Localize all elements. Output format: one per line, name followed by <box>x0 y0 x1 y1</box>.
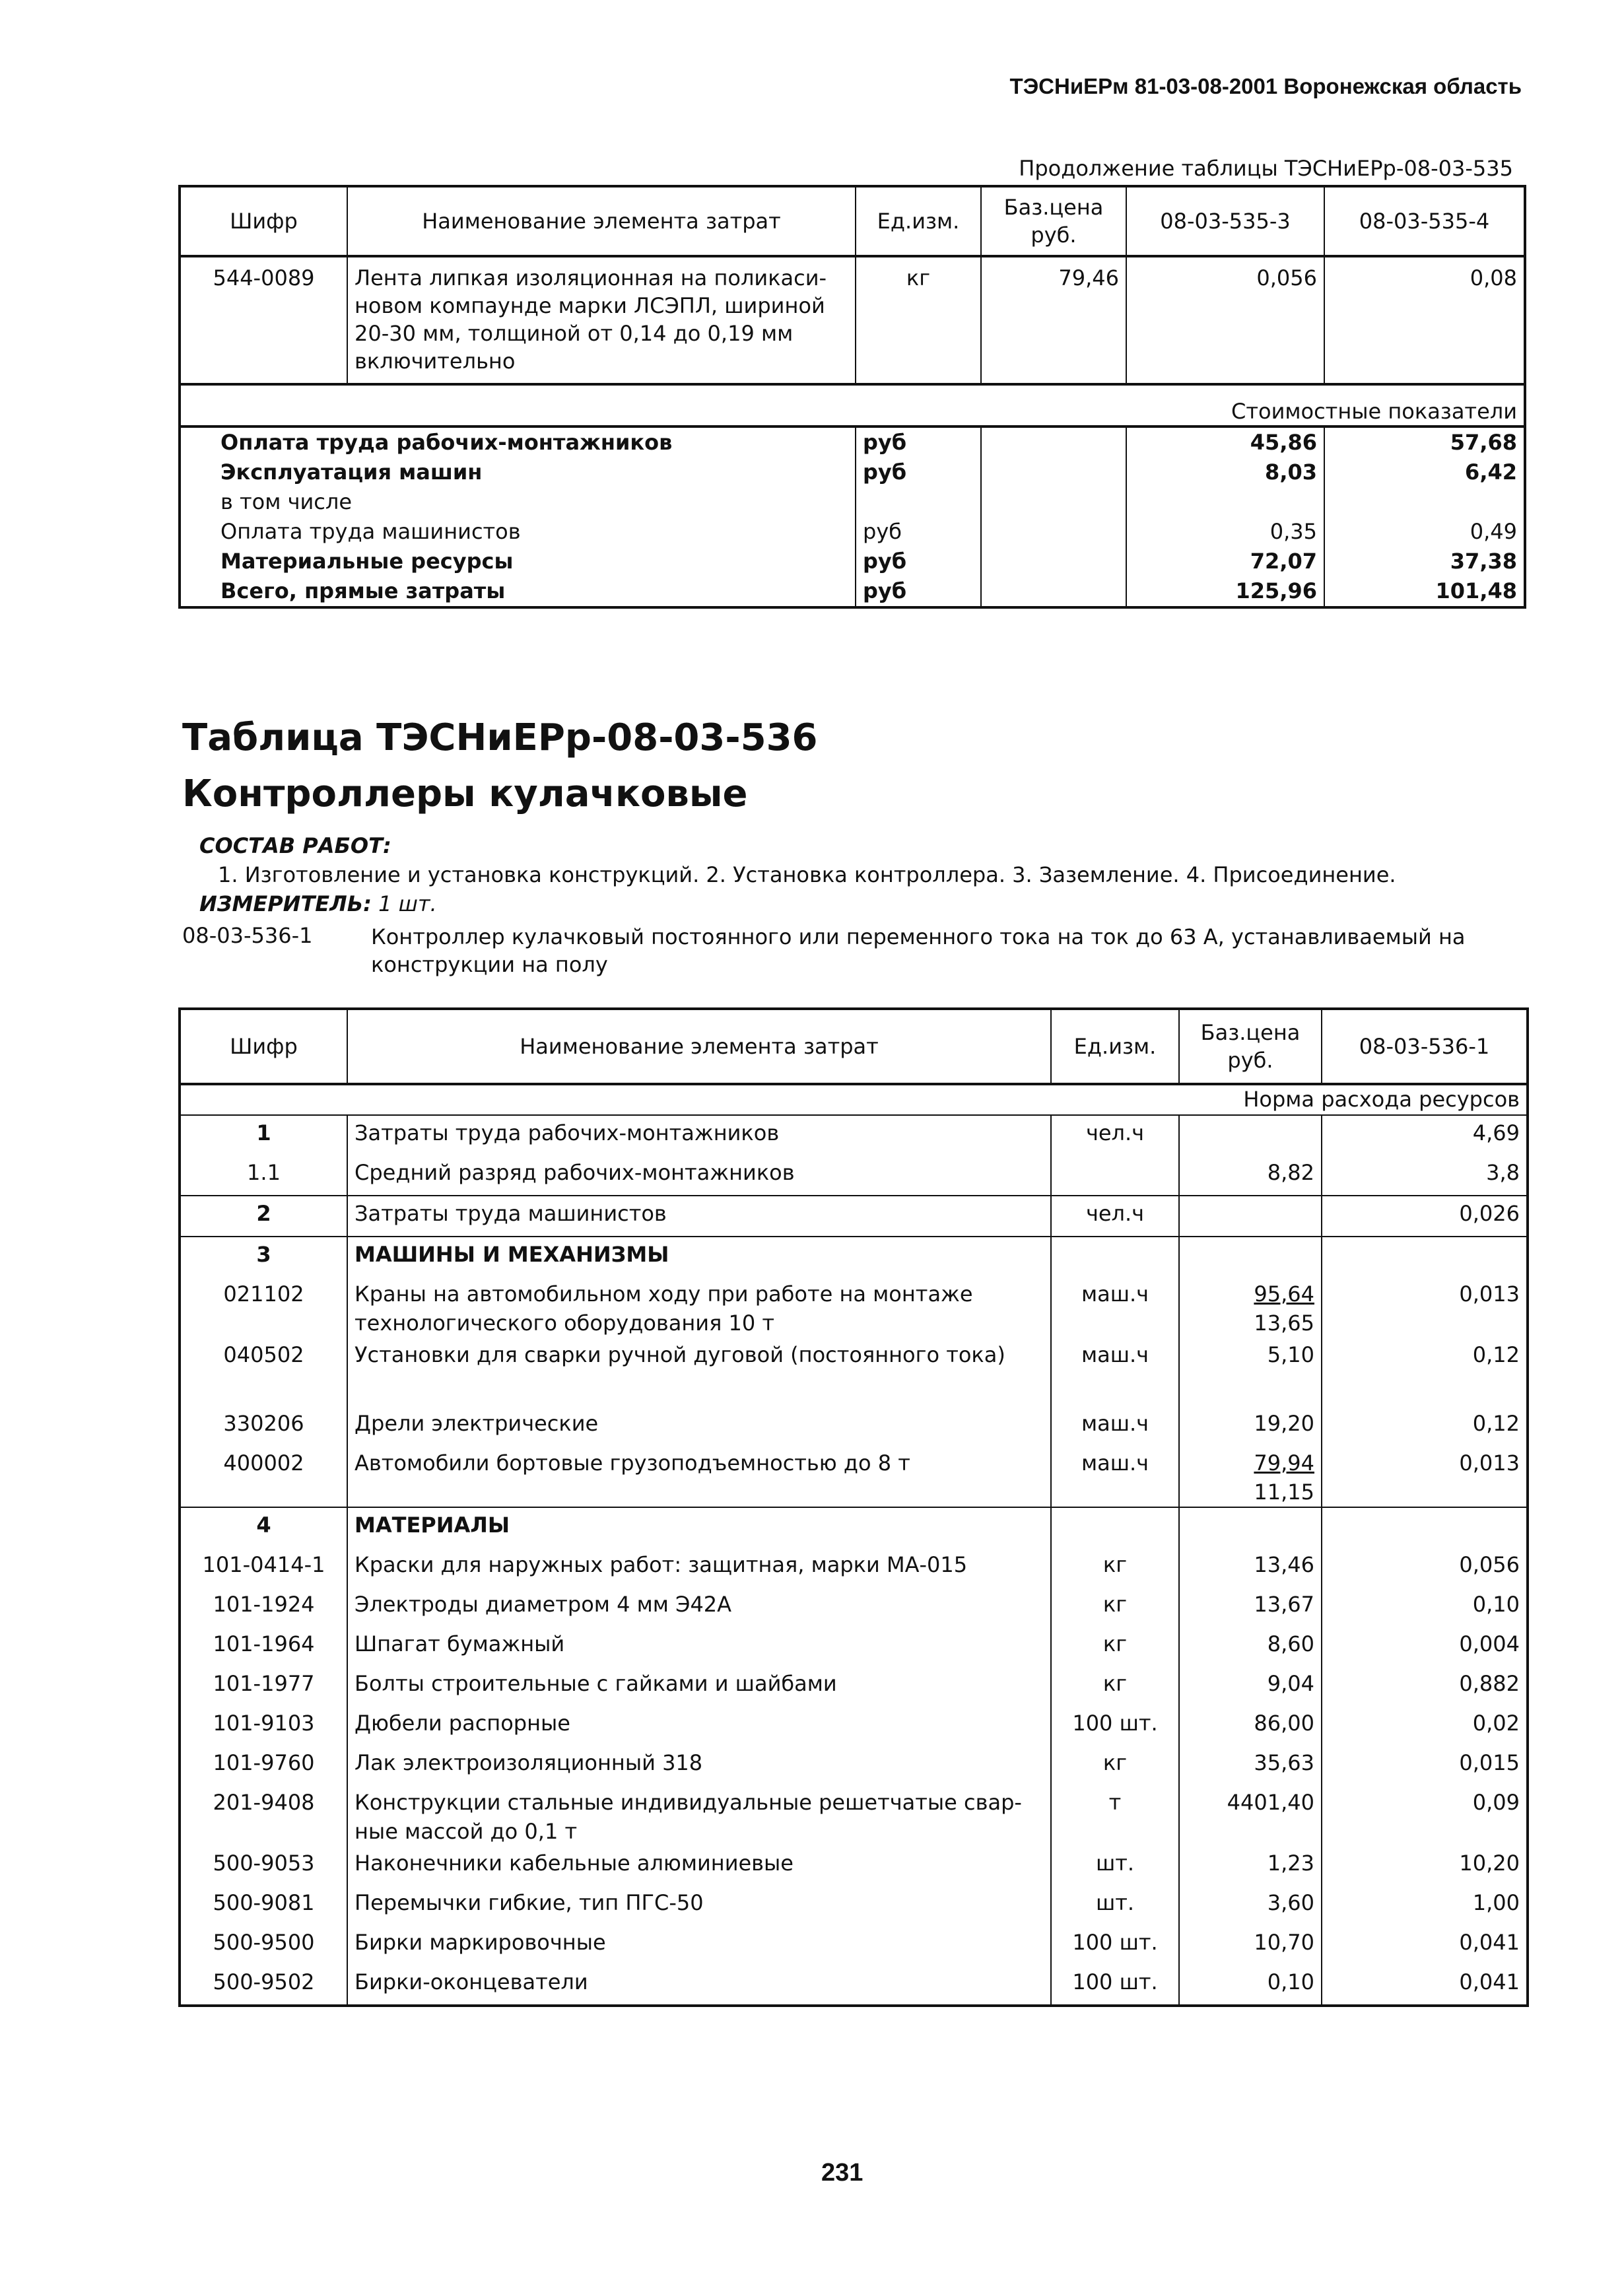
price-value: 95,64 <box>1254 1281 1314 1307</box>
cell-code: 3 <box>180 1237 347 1277</box>
cell-price <box>981 517 1126 547</box>
price-value: 3,60 <box>1267 1890 1314 1915</box>
cell-price <box>981 576 1126 607</box>
cell-name: Оплата труда рабочих-монтажников <box>220 430 673 455</box>
cell-name: Болты строительные с гайками и шайбами <box>347 1666 1051 1706</box>
cell-value: 72,07 <box>1126 547 1324 576</box>
cell-name: Затраты труда машинистов <box>347 1196 1051 1237</box>
table-row <box>180 1196 1528 1237</box>
work-composition-label: СОСТАВ РАБОТ: <box>199 833 391 858</box>
cell-unit: руб <box>856 576 981 607</box>
table-row <box>180 1237 1528 1277</box>
cell-value: 37,38 <box>1324 547 1525 576</box>
cell-code: 500-9502 <box>213 1969 315 1994</box>
table-row <box>180 1785 1528 1846</box>
totals-row <box>180 576 1525 607</box>
totals-row <box>180 517 1525 547</box>
cell-value <box>1324 487 1525 517</box>
cell-unit <box>1051 1155 1179 1196</box>
cell-price <box>1179 1277 1322 1338</box>
cell-unit: кг <box>856 256 981 384</box>
cell-value: 45,86 <box>1126 426 1324 458</box>
cell-name: Автомобили бортовые грузоподъемностью до 8 т <box>347 1446 1051 1507</box>
price-value: 5,10 <box>1267 1342 1314 1367</box>
table-row <box>180 1277 1528 1338</box>
cell-unit: руб <box>856 426 981 458</box>
col-price: Баз.цена руб. <box>1179 1009 1322 1084</box>
cell-code: 040502 <box>223 1342 304 1367</box>
cell-value: 4,69 <box>1322 1115 1528 1155</box>
table-row <box>180 1627 1528 1666</box>
cell-price: 79,46 <box>981 256 1126 384</box>
cell-code: 021102 <box>223 1281 304 1307</box>
cell-value <box>1126 487 1324 517</box>
col-code: Шифр <box>180 186 347 256</box>
cell-value: 1,00 <box>1322 1886 1528 1925</box>
totals-row <box>180 547 1525 576</box>
cell-price <box>1179 1846 1322 1886</box>
col-536-1: 08-03-536-1 <box>1322 1009 1528 1084</box>
table-row <box>180 1746 1528 1785</box>
price-value: 8,60 <box>1267 1631 1314 1656</box>
cell-value: 0,026 <box>1322 1196 1528 1237</box>
cell-name: Бирки-оконцеватели <box>347 1965 1051 2006</box>
table-row <box>180 1886 1528 1925</box>
norm-code: 08-03-536-1 <box>182 923 313 948</box>
cell-code: 101-9760 <box>213 1750 315 1775</box>
cell-price <box>1179 1196 1322 1237</box>
cell-value: 0,08 <box>1324 256 1525 384</box>
table-row <box>180 1706 1528 1746</box>
col-code: Шифр <box>180 1009 347 1084</box>
price-value-secondary: 13,65 <box>1254 1311 1314 1336</box>
cell-price <box>1179 1925 1322 1965</box>
table-subtitle: Контроллеры кулачковые <box>182 772 748 815</box>
cell-value: 0,02 <box>1322 1706 1528 1746</box>
price-value: 35,63 <box>1254 1750 1314 1775</box>
cell-value: 0,015 <box>1322 1746 1528 1785</box>
cell-value: 0,12 <box>1322 1406 1528 1446</box>
continuation-note: Продолжение таблицы ТЭСНиЕРр-08-03-535 <box>1019 156 1513 181</box>
cell-code: 201-9408 <box>213 1790 315 1815</box>
cell-name: Перемычки гибкие, тип ПГС-50 <box>347 1886 1051 1925</box>
cell-name: Средний разряд рабочих-монтажников <box>347 1155 1051 1196</box>
cell-name: Конструкции стальные индивидуальные решетчатые свар-ные массой до 0,1 т <box>347 1785 1051 1846</box>
cell-unit: т <box>1051 1785 1179 1846</box>
table-row <box>180 1338 1528 1406</box>
cell-name: Материальные ресурсы <box>220 549 514 574</box>
col-price: Баз.цена руб. <box>981 186 1126 256</box>
cell-value: 8,03 <box>1126 458 1324 487</box>
cell-price <box>1179 1237 1322 1277</box>
cell-unit: маш.ч <box>1051 1446 1179 1507</box>
cell-name: Дюбели распорные <box>347 1706 1051 1746</box>
cell-unit: шт. <box>1051 1886 1179 1925</box>
cell-value: 3,8 <box>1322 1155 1528 1196</box>
price-value: 13,67 <box>1254 1592 1314 1617</box>
price-value: 9,04 <box>1267 1671 1314 1696</box>
cell-price <box>1179 1746 1322 1785</box>
cell-unit: кг <box>1051 1746 1179 1785</box>
cell-name: Лента липкая изоляционная на поликаси-новом компаунде марки ЛСЭПЛ, шириной 20-30 мм, толщиной от 0,14 до 0,19 мм включительно <box>347 256 856 384</box>
col-unit: Ед.изм. <box>1051 1009 1179 1084</box>
col-name: Наименование элемента затрат <box>347 186 856 256</box>
cell-price <box>1179 1406 1322 1446</box>
cell-price <box>981 426 1126 458</box>
cell-code: 101-1977 <box>213 1671 315 1696</box>
cell-price <box>1179 1706 1322 1746</box>
cell-price <box>1179 1507 1322 1548</box>
cell-code: 1.1 <box>247 1160 281 1185</box>
cell-code: 500-9081 <box>213 1890 315 1915</box>
cell-unit: кг <box>1051 1548 1179 1587</box>
cell-value: 0,882 <box>1322 1666 1528 1706</box>
cell-price <box>1179 1886 1322 1925</box>
cell-name: в том числе <box>220 489 352 514</box>
cell-name: Лак электроизоляционный 318 <box>347 1746 1051 1785</box>
cell-code: 1 <box>256 1120 271 1145</box>
table-row <box>180 1507 1528 1548</box>
price-value: 79,94 <box>1254 1450 1314 1476</box>
table-row <box>180 1406 1528 1446</box>
table-row <box>180 1587 1528 1627</box>
cell-unit <box>1051 1237 1179 1277</box>
cell-code: 101-1964 <box>213 1631 315 1656</box>
cell-unit: шт. <box>1051 1846 1179 1886</box>
cell-price <box>1179 1155 1322 1196</box>
cell-code: 101-1924 <box>213 1592 315 1617</box>
cell-name: Затраты труда рабочих-монтажников <box>347 1115 1051 1155</box>
table-title: Таблица ТЭСНиЕРр-08-03-536 <box>182 716 818 759</box>
table-row <box>180 1965 1528 2006</box>
resource-table-536 <box>178 1007 1529 2007</box>
price-value: 0,10 <box>1267 1969 1314 1994</box>
table-row <box>180 1155 1528 1196</box>
cell-value: 10,20 <box>1322 1846 1528 1886</box>
cell-price <box>1179 1965 1322 2006</box>
cell-code: 101-0414-1 <box>202 1552 325 1577</box>
cell-name: Бирки маркировочные <box>347 1925 1051 1965</box>
cell-value: 0,10 <box>1322 1587 1528 1627</box>
cell-unit: кг <box>1051 1627 1179 1666</box>
cell-price <box>1179 1548 1322 1587</box>
totals-row <box>180 458 1525 487</box>
price-value: 1,23 <box>1267 1851 1314 1876</box>
cell-name: Краны на автомобильном ходу при работе на монтаже технологического оборудования 10 т <box>347 1277 1051 1338</box>
cell-value: 0,013 <box>1322 1446 1528 1507</box>
cell-unit: руб <box>856 547 981 576</box>
cell-value: 0,35 <box>1126 517 1324 547</box>
cell-unit: чел.ч <box>1051 1196 1179 1237</box>
norm-label: Норма расхода ресурсов <box>180 1084 1528 1115</box>
cell-name: Краски для наружных работ: защитная, марки МА-015 <box>347 1548 1051 1587</box>
cell-code: 400002 <box>223 1450 304 1476</box>
cell-price <box>1179 1338 1322 1406</box>
table-row <box>180 1666 1528 1706</box>
cell-name: Оплата труда машинистов <box>220 519 521 544</box>
cell-value: 57,68 <box>1324 426 1525 458</box>
cell-name: Установки для сварки ручной дуговой (постоянного тока) <box>347 1338 1051 1406</box>
table-header-row <box>180 186 1525 256</box>
cell-value: 0,041 <box>1322 1965 1528 2006</box>
cell-value: 0,041 <box>1322 1925 1528 1965</box>
cell-unit: маш.ч <box>1051 1277 1179 1338</box>
running-header: ТЭСНиЕРм 81-03-08-2001 Воронежская область <box>1009 74 1522 98</box>
cell-value: 0,013 <box>1322 1277 1528 1338</box>
cell-name: Шпагат бумажный <box>347 1627 1051 1666</box>
cell-unit: маш.ч <box>1051 1406 1179 1446</box>
cell-value: 0,12 <box>1322 1338 1528 1406</box>
cell-unit: 100 шт. <box>1051 1965 1179 2006</box>
cell-code: 330206 <box>223 1411 304 1436</box>
totals-row <box>180 426 1525 458</box>
cell-code: 2 <box>180 1196 347 1237</box>
cell-price <box>981 487 1126 517</box>
cell-code: 544-0089 <box>180 256 347 384</box>
cell-value: 0,09 <box>1322 1785 1528 1846</box>
price-value: 4401,40 <box>1227 1790 1314 1815</box>
cell-name: Эксплуатация машин <box>220 460 483 485</box>
measure-value: 1 шт. <box>378 891 437 916</box>
cell-unit: 100 шт. <box>1051 1706 1179 1746</box>
col-535-3: 08-03-535-3 <box>1126 186 1324 256</box>
cell-unit: руб <box>856 458 981 487</box>
cost-table-535 <box>178 185 1526 609</box>
cell-value: 125,96 <box>1126 576 1324 607</box>
cell-code: 500-9500 <box>213 1930 315 1955</box>
price-value: 13,46 <box>1254 1552 1314 1577</box>
work-composition-text: 1. Изготовление и установка конструкций. 2. Установка контроллера. 3. Заземление. 4. Присоединение. <box>218 862 1396 887</box>
cell-code: 101-9103 <box>213 1711 315 1736</box>
price-value: 10,70 <box>1254 1930 1314 1955</box>
cell-price <box>1179 1587 1322 1627</box>
price-value-secondary: 11,15 <box>1254 1480 1314 1505</box>
cell-price <box>1179 1627 1322 1666</box>
col-name: Наименование элемента затрат <box>347 1009 1051 1084</box>
cell-unit: кг <box>1051 1587 1179 1627</box>
cell-price <box>1179 1666 1322 1706</box>
cell-value: 101,48 <box>1324 576 1525 607</box>
cell-value: 0,056 <box>1126 256 1324 384</box>
table-row <box>180 1115 1528 1155</box>
table-row <box>180 1446 1528 1507</box>
norm-row <box>180 1084 1528 1115</box>
table-header-row <box>180 1009 1528 1084</box>
cell-unit: маш.ч <box>1051 1338 1179 1406</box>
table-row <box>180 1548 1528 1587</box>
cell-name: Дрели электрические <box>347 1406 1051 1446</box>
cell-value: 0,49 <box>1324 517 1525 547</box>
cell-name: Всего, прямые затраты <box>220 578 506 603</box>
cell-name: МАТЕРИАЛЫ <box>347 1507 1051 1548</box>
cell-price <box>1179 1115 1322 1155</box>
cell-unit <box>856 487 981 517</box>
measure-label: ИЗМЕРИТЕЛЬ: <box>199 891 372 916</box>
cell-value: 0,056 <box>1322 1548 1528 1587</box>
cell-name: Электроды диаметром 4 мм Э42А <box>347 1587 1051 1627</box>
price-value: 86,00 <box>1254 1711 1314 1736</box>
page-number: 231 <box>821 2159 863 2187</box>
cell-price <box>981 458 1126 487</box>
col-unit: Ед.изм. <box>856 186 981 256</box>
cell-name: МАШИНЫ И МЕХАНИЗМЫ <box>347 1237 1051 1277</box>
cell-unit: кг <box>1051 1666 1179 1706</box>
cell-unit: чел.ч <box>1051 1115 1179 1155</box>
cell-unit <box>1051 1507 1179 1548</box>
cell-price <box>981 547 1126 576</box>
section-row <box>180 384 1525 426</box>
norm-description: Контроллер кулачковый постоянного или переменного тока на ток до 63 А, устанавливаемый на конструкции на полу <box>371 924 1466 977</box>
cell-price <box>1179 1446 1322 1507</box>
table-row <box>180 1846 1528 1886</box>
price-value: 8,82 <box>1267 1160 1314 1185</box>
cell-value <box>1322 1237 1528 1277</box>
cell-value: 6,42 <box>1324 458 1525 487</box>
table-row <box>180 256 1525 384</box>
cell-value <box>1322 1507 1528 1548</box>
cell-unit: 100 шт. <box>1051 1925 1179 1965</box>
totals-row <box>180 487 1525 517</box>
cell-name: Наконечники кабельные алюминиевые <box>347 1846 1051 1886</box>
col-535-4: 08-03-535-4 <box>1324 186 1525 256</box>
measure-line <box>199 891 437 916</box>
cell-code: 4 <box>180 1507 347 1548</box>
cell-value: 0,004 <box>1322 1627 1528 1666</box>
cell-unit: руб <box>856 517 981 547</box>
section-label: Стоимостные показатели <box>180 384 1525 426</box>
price-value: 19,20 <box>1254 1411 1314 1436</box>
table-row <box>180 1925 1528 1965</box>
cell-price <box>1179 1785 1322 1846</box>
cell-code: 500-9053 <box>213 1851 315 1876</box>
